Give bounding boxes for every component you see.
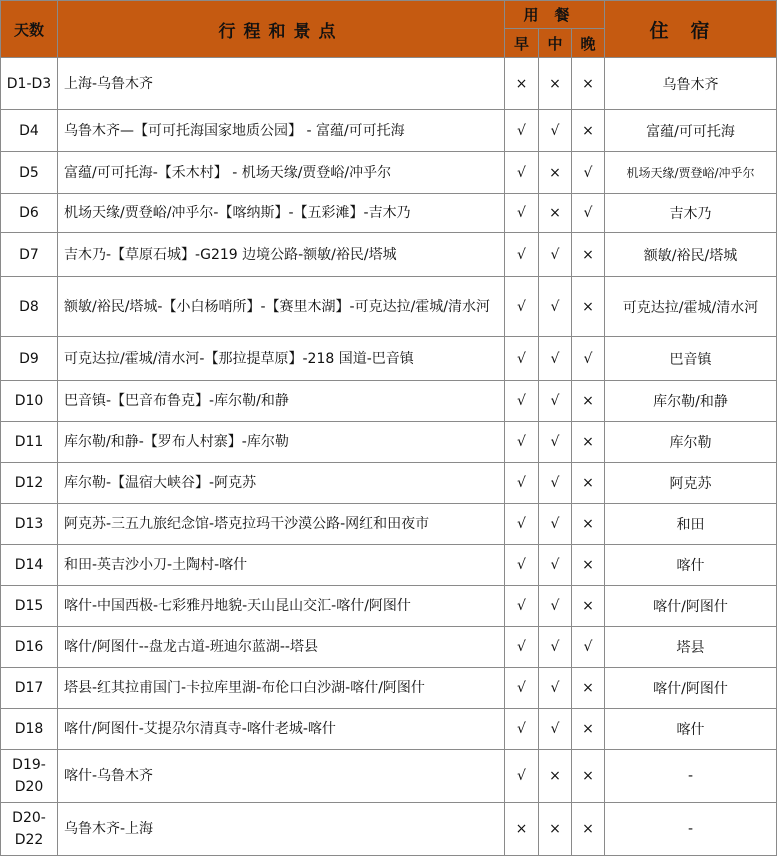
- breakfast-cell: √: [505, 627, 539, 668]
- route-cell: 阿克苏-三五九旅纪念馆-塔克拉玛干沙漠公路-网红和田夜市: [58, 504, 505, 545]
- dinner-cell: ×: [572, 504, 605, 545]
- route-cell: 机场天缘/贾登峪/冲乎尔-【喀纳斯】-【五彩滩】-吉木乃: [58, 194, 505, 233]
- stay-cell: 阿克苏: [605, 463, 777, 504]
- breakfast-cell: √: [505, 381, 539, 422]
- dinner-cell: √: [572, 152, 605, 194]
- breakfast-cell: √: [505, 463, 539, 504]
- lunch-cell: √: [539, 627, 572, 668]
- header-dinner: 晚: [572, 29, 605, 58]
- day-cell: D4: [1, 110, 58, 152]
- stay-cell: -: [605, 803, 777, 856]
- table-row: [1, 750, 777, 803]
- route-cell: 喀什/阿图什--盘龙古道-班迪尔蓝湖--塔县: [58, 627, 505, 668]
- route-cell: 塔县-红其拉甫国门-卡拉库里湖-布伦口白沙湖-喀什/阿图什: [58, 668, 505, 709]
- stay-cell: 富蕴/可可托海: [605, 110, 777, 152]
- dinner-cell: ×: [572, 422, 605, 463]
- breakfast-cell: √: [505, 277, 539, 337]
- route-cell: 喀什/阿图什-艾提尕尔清真寺-喀什老城-喀什: [58, 709, 505, 750]
- route-cell: 富蕴/可可托海-【禾木村】 - 机场天缘/贾登峪/冲乎尔: [58, 152, 505, 194]
- table-row: [1, 277, 777, 337]
- day-cell: D16: [1, 627, 58, 668]
- dinner-cell: ×: [572, 586, 605, 627]
- lunch-cell: √: [539, 504, 572, 545]
- day-cell: D17: [1, 668, 58, 709]
- breakfast-cell: √: [505, 194, 539, 233]
- lunch-cell: √: [539, 110, 572, 152]
- stay-cell: -: [605, 750, 777, 803]
- lunch-cell: √: [539, 233, 572, 277]
- route-cell: 库尔勒/和静-【罗布人村寨】-库尔勒: [58, 422, 505, 463]
- stay-cell: 巴音镇: [605, 337, 777, 381]
- day-cell: D13: [1, 504, 58, 545]
- breakfast-cell: √: [505, 233, 539, 277]
- breakfast-cell: √: [505, 545, 539, 586]
- header-breakfast: 早: [505, 29, 539, 58]
- stay-cell: 吉木乃: [605, 194, 777, 233]
- day-cell: D19-D20: [1, 750, 58, 803]
- lunch-cell: √: [539, 422, 572, 463]
- stay-cell: 塔县: [605, 627, 777, 668]
- day-cell: D1-D3: [1, 58, 58, 110]
- dinner-cell: ×: [572, 545, 605, 586]
- breakfast-cell: √: [505, 422, 539, 463]
- dinner-cell: √: [572, 194, 605, 233]
- dinner-cell: √: [572, 337, 605, 381]
- stay-cell: 库尔勒: [605, 422, 777, 463]
- day-cell: D18: [1, 709, 58, 750]
- lunch-cell: √: [539, 277, 572, 337]
- day-cell: D7: [1, 233, 58, 277]
- lunch-cell: √: [539, 545, 572, 586]
- table-row: [1, 337, 777, 381]
- lunch-cell: ×: [539, 58, 572, 110]
- breakfast-cell: √: [505, 709, 539, 750]
- route-cell: 额敏/裕民/塔城-【小白杨哨所】-【赛里木湖】-可克达拉/霍城/清水河: [58, 277, 505, 337]
- route-cell: 和田-英吉沙小刀-土陶村-喀什: [58, 545, 505, 586]
- dinner-cell: ×: [572, 803, 605, 856]
- table-row: [1, 668, 777, 709]
- lunch-cell: √: [539, 463, 572, 504]
- route-cell: 喀什-乌鲁木齐: [58, 750, 505, 803]
- route-cell: 巴音镇-【巴音布鲁克】-库尔勒/和静: [58, 381, 505, 422]
- stay-cell: 喀什/阿图什: [605, 586, 777, 627]
- table-header: [1, 1, 777, 58]
- table-row: [1, 709, 777, 750]
- dinner-cell: ×: [572, 110, 605, 152]
- header-lunch: 中: [539, 29, 572, 58]
- dinner-cell: ×: [572, 58, 605, 110]
- table-row: [1, 233, 777, 277]
- stay-cell: 喀什: [605, 545, 777, 586]
- breakfast-cell: √: [505, 668, 539, 709]
- dinner-cell: ×: [572, 668, 605, 709]
- breakfast-cell: ×: [505, 58, 539, 110]
- breakfast-cell: ×: [505, 803, 539, 856]
- day-cell: D5: [1, 152, 58, 194]
- stay-cell: 和田: [605, 504, 777, 545]
- day-cell: D8: [1, 277, 58, 337]
- table-row: [1, 381, 777, 422]
- dinner-cell: ×: [572, 233, 605, 277]
- dinner-cell: ×: [572, 277, 605, 337]
- dinner-cell: ×: [572, 463, 605, 504]
- stay-cell: 额敏/裕民/塔城: [605, 233, 777, 277]
- stay-cell: 库尔勒/和静: [605, 381, 777, 422]
- lunch-cell: ×: [539, 750, 572, 803]
- route-cell: 乌鲁木齐-上海: [58, 803, 505, 856]
- route-cell: 上海-乌鲁木齐: [58, 58, 505, 110]
- table-row: [1, 803, 777, 856]
- route-cell: 喀什-中国西极-七彩雅丹地貌-天山昆山交汇-喀什/阿图什: [58, 586, 505, 627]
- table-row: [1, 545, 777, 586]
- table-row: [1, 504, 777, 545]
- day-cell: D10: [1, 381, 58, 422]
- lunch-cell: ×: [539, 194, 572, 233]
- lunch-cell: √: [539, 381, 572, 422]
- breakfast-cell: √: [505, 152, 539, 194]
- lunch-cell: ×: [539, 803, 572, 856]
- route-cell: 吉木乃-【草原石城】-G219 边境公路-额敏/裕民/塔城: [58, 233, 505, 277]
- header-meals: 用餐: [505, 1, 605, 29]
- lunch-cell: √: [539, 337, 572, 381]
- table-row: [1, 422, 777, 463]
- lunch-cell: √: [539, 586, 572, 627]
- table-row: [1, 627, 777, 668]
- header-day: 天数: [1, 1, 58, 58]
- day-cell: D12: [1, 463, 58, 504]
- table-row: [1, 463, 777, 504]
- breakfast-cell: √: [505, 110, 539, 152]
- lunch-cell: √: [539, 709, 572, 750]
- day-cell: D11: [1, 422, 58, 463]
- dinner-cell: ×: [572, 750, 605, 803]
- lunch-cell: √: [539, 668, 572, 709]
- route-cell: 可克达拉/霍城/清水河-【那拉提草原】-218 国道-巴音镇: [58, 337, 505, 381]
- header-stay: 住宿: [605, 1, 777, 58]
- dinner-cell: √: [572, 627, 605, 668]
- day-cell: D14: [1, 545, 58, 586]
- day-cell: D9: [1, 337, 58, 381]
- stay-cell: 可克达拉/霍城/清水河: [605, 277, 777, 337]
- dinner-cell: ×: [572, 709, 605, 750]
- breakfast-cell: √: [505, 504, 539, 545]
- table-row: [1, 152, 777, 194]
- stay-cell: 喀什/阿图什: [605, 668, 777, 709]
- breakfast-cell: √: [505, 750, 539, 803]
- day-cell: D15: [1, 586, 58, 627]
- stay-cell: 机场天缘/贾登峪/冲乎尔: [605, 152, 777, 194]
- dinner-cell: ×: [572, 381, 605, 422]
- day-cell: D6: [1, 194, 58, 233]
- table-row: [1, 110, 777, 152]
- breakfast-cell: √: [505, 586, 539, 627]
- breakfast-cell: √: [505, 337, 539, 381]
- stay-cell: 乌鲁木齐: [605, 58, 777, 110]
- route-cell: 乌鲁木齐—【可可托海国家地质公园】 - 富蕴/可可托海: [58, 110, 505, 152]
- header-route: 行程和景点: [58, 1, 505, 58]
- table-row: [1, 58, 777, 110]
- lunch-cell: ×: [539, 152, 572, 194]
- table-row: [1, 586, 777, 627]
- day-cell: D20-D22: [1, 803, 58, 856]
- table-row: [1, 194, 777, 233]
- stay-cell: 喀什: [605, 709, 777, 750]
- route-cell: 库尔勒-【温宿大峡谷】-阿克苏: [58, 463, 505, 504]
